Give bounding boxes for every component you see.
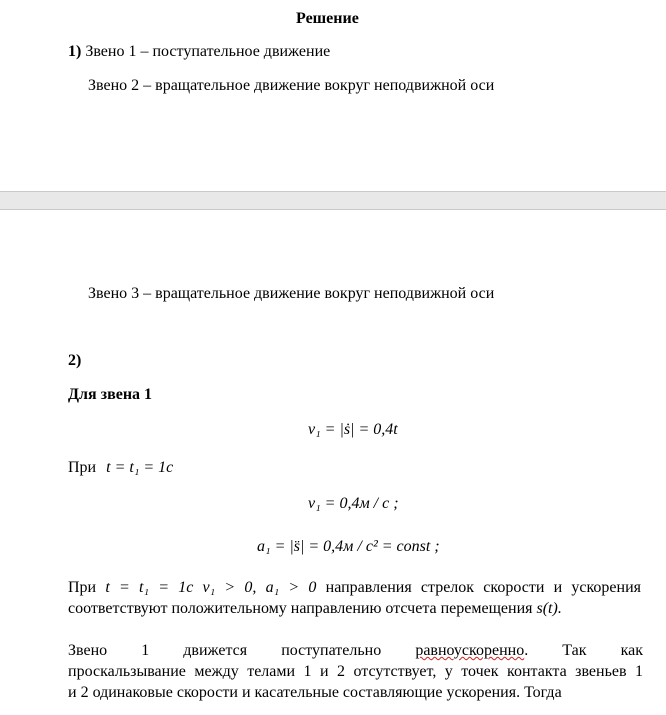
paragraph-direction-text-1: направления стрелок скорости и ускорения — [325, 579, 642, 596]
spellcheck-word: равноускоренно — [415, 642, 525, 659]
paragraph-direction-formula: t = t₁ = 1c v₁ > 0, a₁ > 0 — [105, 579, 317, 596]
item-1-line-2: Звено 2 – вращательное движение вокруг неподвижной оси — [88, 77, 495, 94]
paragraph-motion-line-2: проскальзывание между телами 1 и 2 отсутствует, у точек контакта звеньев 1 — [68, 663, 643, 680]
paragraph-motion-end: . Так как — [524, 642, 644, 659]
item-2-number: 2) — [68, 352, 82, 369]
condition-label: При — [68, 459, 97, 476]
item-1-text: Звено 1 – поступательное движение — [85, 43, 331, 60]
paragraph-direction-text-2: соответствуют положительному направлению отсчета перемещения — [68, 600, 533, 617]
page-break — [0, 191, 666, 210]
item-1-line — [68, 42, 330, 62]
paragraph-motion-line-3: и 2 одинаковые скорости и касательные составляющие ускорения. Тогда — [68, 684, 562, 701]
paragraph-motion — [68, 640, 643, 703]
equation-v1-value: v₁ = 0,4м / c ; — [308, 495, 399, 512]
item-1-line-3: Звено 3 – вращательное движение вокруг неподвижной оси — [88, 285, 495, 302]
paragraph-direction-line-2 — [68, 598, 641, 619]
paragraph-direction-when: При — [68, 579, 97, 596]
condition-formula: t = t₁ = 1c — [106, 459, 174, 476]
paragraph-motion-line-1 — [68, 640, 643, 661]
paragraph-motion-start: Звено 1 движется поступательно — [68, 642, 382, 659]
paragraph-direction-line-1 — [68, 577, 641, 598]
equation-v1: v₁ = |ṡ| = 0,4t — [308, 421, 398, 438]
paragraph-direction-function: s(t). — [536, 600, 562, 617]
paragraph-direction — [68, 577, 641, 619]
item-1-number: 1) — [68, 43, 82, 60]
solution-heading: Решение — [296, 10, 359, 27]
equation-a1: a₁ = |s̈| = 0,4м / c² = const ; — [257, 538, 440, 555]
condition-line — [68, 458, 173, 478]
link-1-heading: Для звена 1 — [68, 386, 153, 403]
